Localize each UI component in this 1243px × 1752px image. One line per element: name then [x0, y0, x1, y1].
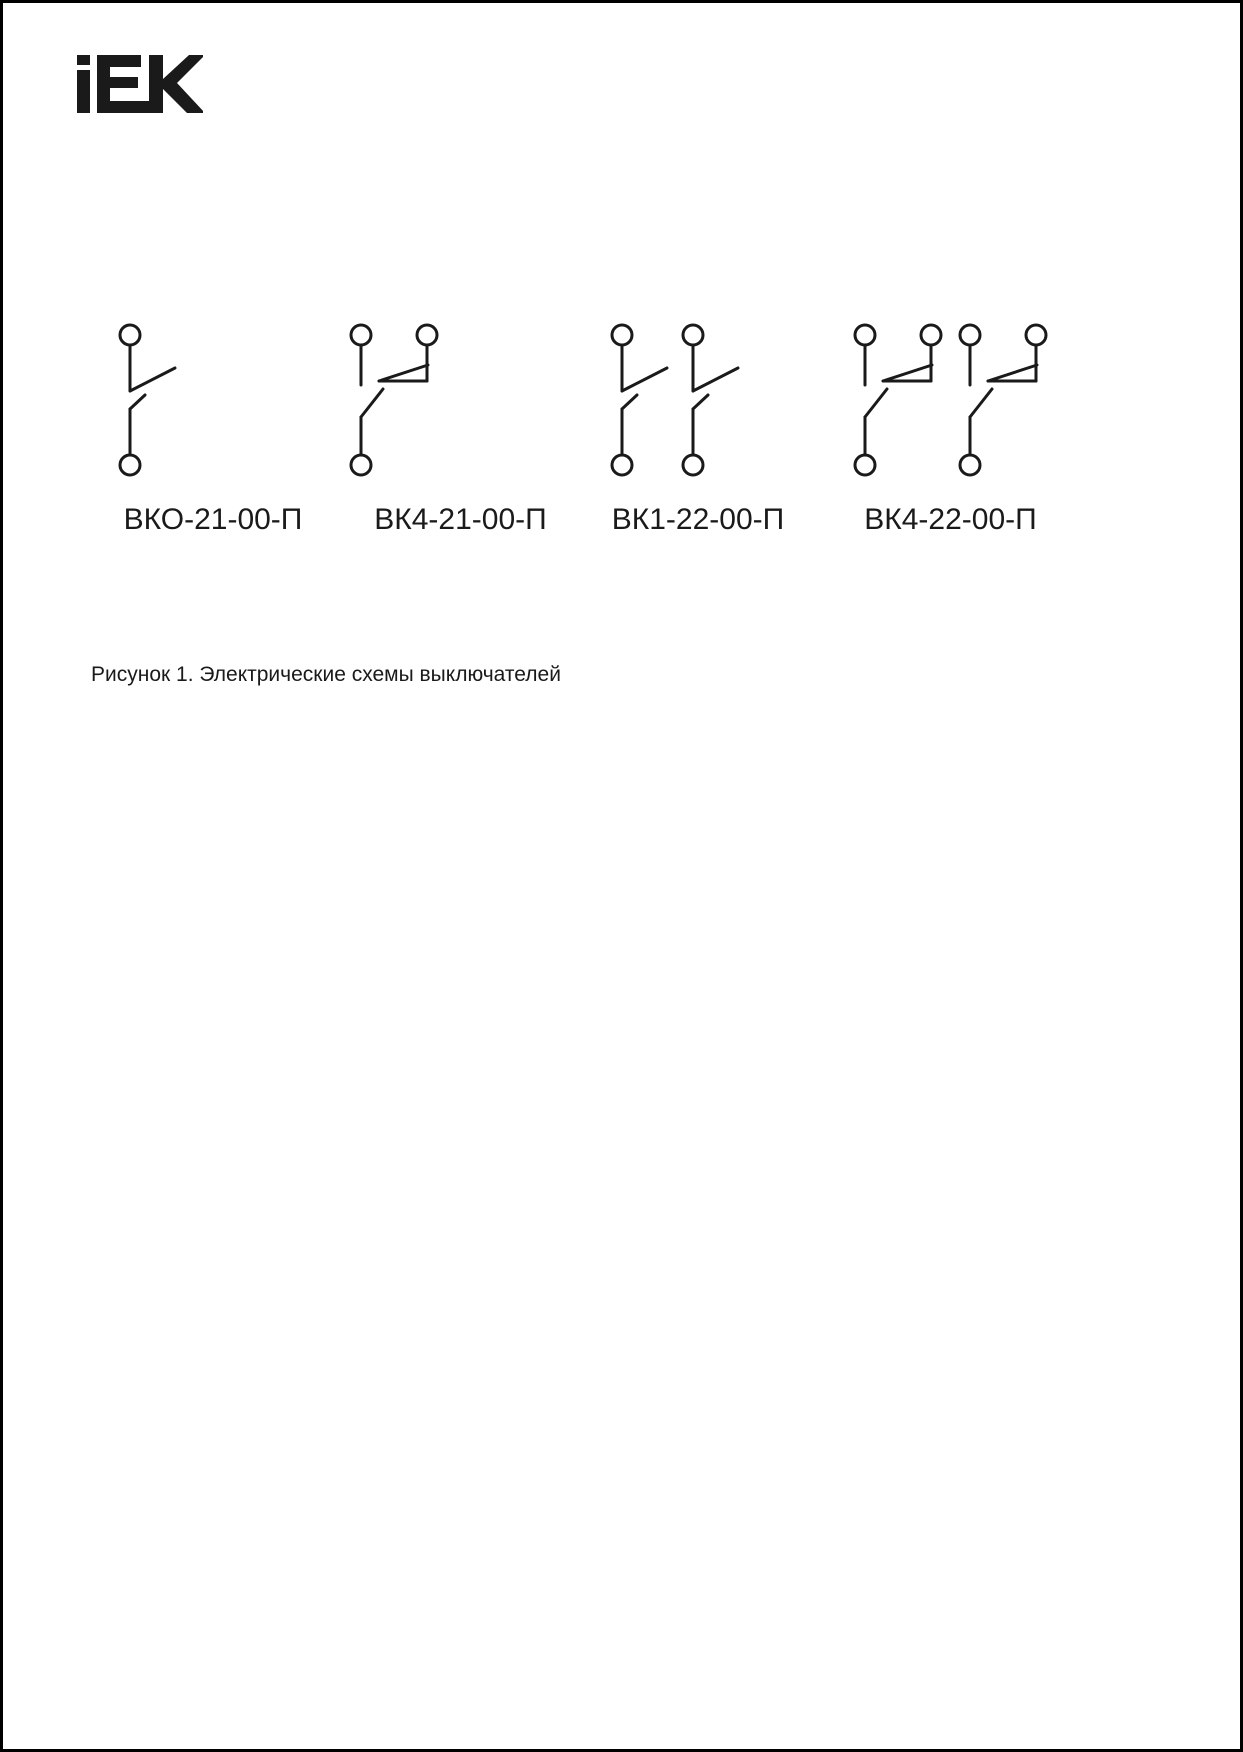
iek-logo [73, 43, 203, 113]
switch-schematics-figure [83, 313, 1083, 573]
schematic-labels [83, 503, 1083, 537]
schematic-vk4-22-00-p [855, 325, 1046, 475]
schematic-vk1-22-00-p [612, 325, 738, 475]
schematic-drawings [83, 313, 1083, 493]
schematic-vk4-21-00-p [351, 325, 437, 475]
schematic-label-1: ВКО-21-00-П [123, 503, 303, 536]
schematic-label-2: ВК4-21-00-П [374, 503, 547, 536]
schematic-vko-21-00-p [120, 325, 175, 475]
schematic-label-4: ВК4-22-00-П [864, 503, 1037, 536]
schematic-label-3: ВК1-22-00-П [611, 503, 785, 536]
figure-caption: Рисунок 1. Электрические схемы выключателей [91, 663, 561, 686]
